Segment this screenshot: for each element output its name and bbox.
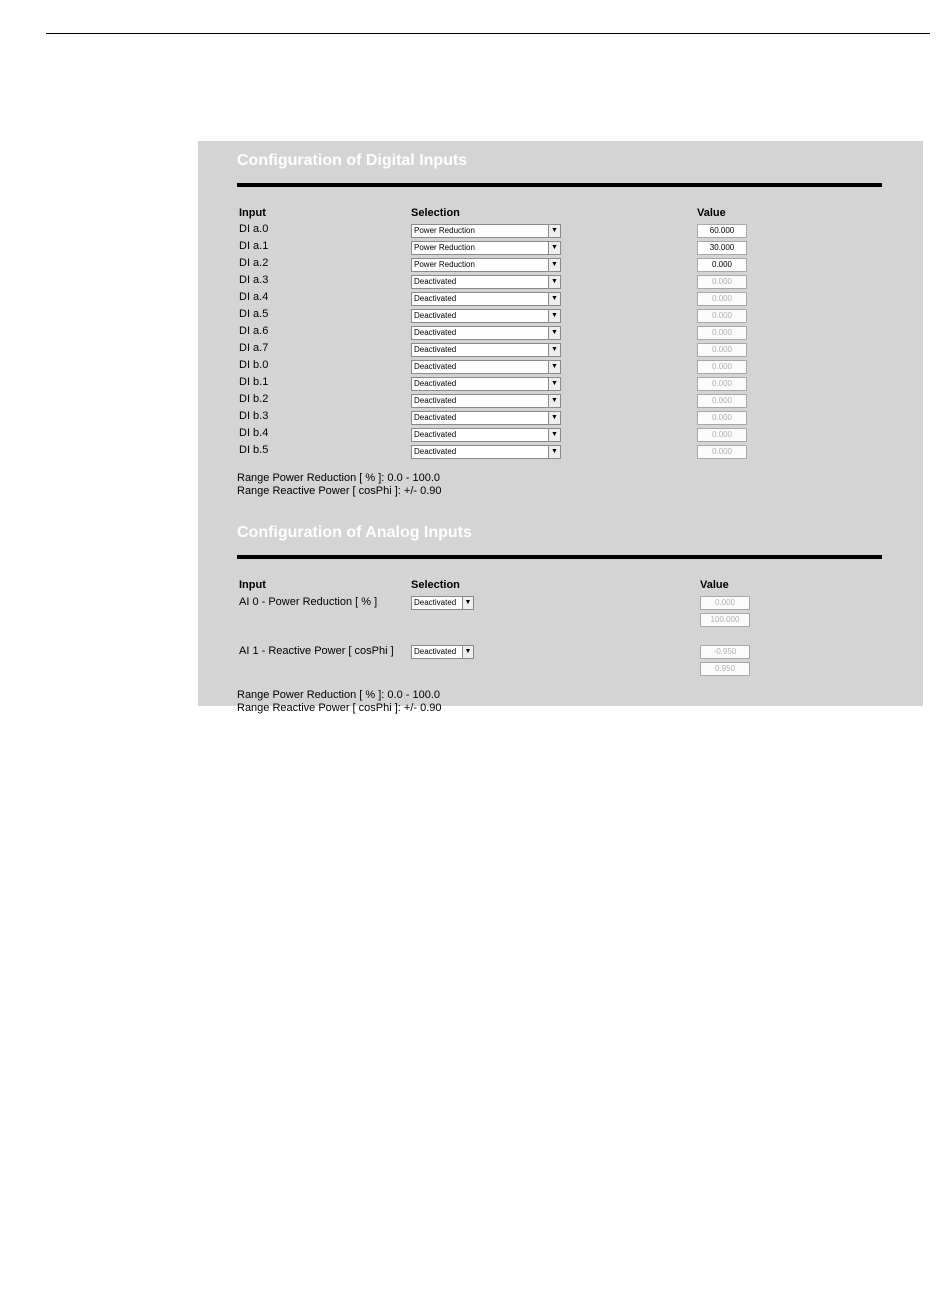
digital-selection-value: Deactivated	[414, 362, 457, 371]
digital-selection-dropdown[interactable]	[411, 411, 561, 425]
digital-header-value: Value	[697, 207, 726, 219]
chevron-down-icon[interactable]: ▼	[548, 225, 560, 237]
digital-input-label: DI b.2	[239, 393, 269, 405]
digital-input-row	[237, 222, 882, 239]
analog-header-value: Value	[700, 579, 729, 591]
digital-value-field[interactable]: 0.000	[697, 411, 747, 425]
chevron-down-icon[interactable]: ▼	[548, 344, 560, 356]
analog-header-input: Input	[239, 579, 266, 591]
digital-input-label: DI b.4	[239, 427, 269, 439]
configuration-panel	[198, 141, 923, 714]
digital-value-field[interactable]: 60.000	[697, 224, 747, 238]
digital-selection-dropdown[interactable]	[411, 292, 561, 306]
analog-value-min-field[interactable]: 0.000	[700, 596, 750, 610]
digital-selection-value: Deactivated	[414, 294, 457, 303]
analog-selection-value: Deactivated	[414, 647, 457, 656]
digital-selection-dropdown[interactable]	[411, 343, 561, 357]
digital-input-label: DI a.3	[239, 274, 269, 286]
analog-value-max-field[interactable]: 100.000	[700, 613, 750, 627]
chevron-down-icon[interactable]: ▼	[548, 429, 560, 441]
digital-range-reactive-note: Range Reactive Power [ cosPhi ]: +/- 0.90	[237, 485, 442, 497]
chevron-down-icon[interactable]: ▼	[548, 395, 560, 407]
digital-value-field[interactable]: 0.000	[697, 292, 747, 306]
digital-input-label: DI a.2	[239, 257, 269, 269]
digital-selection-value: Deactivated	[414, 430, 457, 439]
analog-inputs-section	[237, 524, 882, 714]
analog-selection-dropdown[interactable]	[411, 596, 474, 610]
digital-value-field[interactable]: 0.000	[697, 275, 747, 289]
chevron-down-icon[interactable]: ▼	[548, 378, 560, 390]
chevron-down-icon[interactable]: ▼	[548, 412, 560, 424]
chevron-down-icon[interactable]: ▼	[548, 242, 560, 254]
digital-header-selection: Selection	[411, 207, 460, 219]
digital-input-row	[237, 290, 882, 307]
digital-value-field[interactable]: 0.000	[697, 445, 747, 459]
digital-selection-value: Deactivated	[414, 396, 457, 405]
digital-selection-value: Deactivated	[414, 447, 457, 456]
chevron-down-icon[interactable]: ▼	[548, 293, 560, 305]
digital-selection-dropdown[interactable]	[411, 360, 561, 374]
digital-input-row	[237, 239, 882, 256]
digital-header-input: Input	[239, 207, 266, 219]
analog-value-min-field[interactable]: -0.950	[700, 645, 750, 659]
digital-selection-value: Deactivated	[414, 379, 457, 388]
digital-value-field[interactable]: 0.000	[697, 309, 747, 323]
chevron-down-icon[interactable]: ▼	[548, 446, 560, 458]
digital-selection-dropdown[interactable]	[411, 309, 561, 323]
digital-input-row	[237, 273, 882, 290]
digital-selection-dropdown[interactable]	[411, 241, 561, 255]
digital-input-row	[237, 307, 882, 324]
chevron-down-icon[interactable]: ▼	[462, 646, 473, 658]
digital-input-row	[237, 341, 882, 358]
digital-inputs-title: Configuration of Digital Inputs	[237, 152, 468, 169]
digital-value-field[interactable]: 0.000	[697, 343, 747, 357]
chevron-down-icon[interactable]: ▼	[548, 259, 560, 271]
analog-inputs-title: Configuration of Analog Inputs	[237, 524, 472, 541]
analog-value-max-field[interactable]: 0.950	[700, 662, 750, 676]
digital-selection-value: Deactivated	[414, 345, 457, 354]
digital-input-label: DI b.1	[239, 376, 269, 388]
digital-selection-value: Power Reduction	[414, 226, 475, 235]
analog-range-power-note: Range Power Reduction [ % ]: 0.0 - 100.0	[237, 689, 441, 701]
digital-value-field[interactable]: 0.000	[697, 326, 747, 340]
chevron-down-icon[interactable]: ▼	[548, 276, 560, 288]
digital-selection-value: Deactivated	[414, 277, 457, 286]
analog-title-rule	[237, 555, 882, 559]
digital-input-row	[237, 443, 882, 460]
chevron-down-icon[interactable]: ▼	[548, 327, 560, 339]
digital-input-row	[237, 256, 882, 273]
digital-input-row	[237, 375, 882, 392]
digital-selection-value: Deactivated	[414, 328, 457, 337]
digital-value-field[interactable]: 0.000	[697, 360, 747, 374]
digital-input-row	[237, 358, 882, 375]
analog-input-label: AI 1 - Reactive Power [ cosPhi ]	[239, 645, 394, 657]
chevron-down-icon[interactable]: ▼	[548, 310, 560, 322]
digital-value-field[interactable]: 0.000	[697, 258, 747, 272]
digital-input-row	[237, 324, 882, 341]
digital-selection-dropdown[interactable]	[411, 377, 561, 391]
analog-input-label: AI 0 - Power Reduction [ % ]	[239, 596, 378, 608]
digital-inputs-section	[237, 152, 882, 497]
digital-input-row	[237, 409, 882, 426]
analog-range-reactive-note: Range Reactive Power [ cosPhi ]: +/- 0.90	[237, 702, 442, 714]
digital-range-power-note: Range Power Reduction [ % ]: 0.0 - 100.0	[237, 472, 441, 484]
digital-selection-value: Deactivated	[414, 413, 457, 422]
chevron-down-icon[interactable]: ▼	[462, 597, 473, 609]
digital-input-row	[237, 426, 882, 443]
digital-selection-value: Power Reduction	[414, 243, 475, 252]
digital-input-label: DI a.4	[239, 291, 269, 303]
digital-input-label: DI a.5	[239, 308, 269, 320]
digital-input-label: DI a.0	[239, 223, 269, 235]
analog-selection-dropdown[interactable]	[411, 645, 474, 659]
digital-value-field[interactable]: 0.000	[697, 394, 747, 408]
digital-selection-dropdown[interactable]	[411, 394, 561, 408]
digital-input-label: DI a.6	[239, 325, 269, 337]
digital-input-label: DI a.7	[239, 342, 269, 354]
analog-header-selection: Selection	[411, 579, 460, 591]
digital-selection-dropdown[interactable]	[411, 445, 561, 459]
digital-selection-value: Deactivated	[414, 311, 457, 320]
digital-selection-value: Power Reduction	[414, 260, 475, 269]
digital-value-field[interactable]: 0.000	[697, 377, 747, 391]
digital-selection-dropdown[interactable]	[411, 224, 561, 238]
digital-input-label: DI a.1	[239, 240, 269, 252]
digital-selection-dropdown[interactable]	[411, 275, 561, 289]
digital-value-field[interactable]: 30.000	[697, 241, 747, 255]
digital-selection-dropdown[interactable]	[411, 326, 561, 340]
digital-input-label: DI b.0	[239, 359, 269, 371]
digital-input-row	[237, 392, 882, 409]
chevron-down-icon[interactable]: ▼	[548, 361, 560, 373]
digital-value-field[interactable]: 0.000	[697, 428, 747, 442]
digital-input-label: DI b.3	[239, 410, 269, 422]
analog-selection-value: Deactivated	[414, 598, 457, 607]
digital-input-label: DI b.5	[239, 444, 269, 456]
digital-title-rule	[237, 183, 882, 187]
page-top-rule	[46, 33, 930, 34]
digital-selection-dropdown[interactable]	[411, 258, 561, 272]
digital-selection-dropdown[interactable]	[411, 428, 561, 442]
